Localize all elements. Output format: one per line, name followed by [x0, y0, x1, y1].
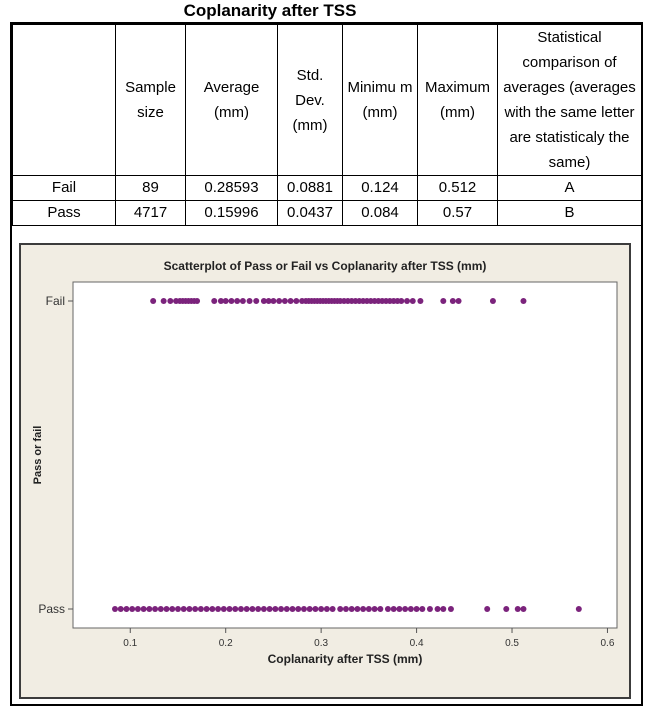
- row-label: Pass: [13, 201, 116, 226]
- data-point-pass: [255, 606, 261, 612]
- data-point-pass: [135, 606, 141, 612]
- sample-size-value: 4717: [116, 201, 186, 226]
- x-tick-label: 0.2: [218, 638, 233, 649]
- data-point-pass: [312, 606, 318, 612]
- data-point-pass: [408, 606, 414, 612]
- data-point-pass: [123, 606, 129, 612]
- data-point-pass: [278, 606, 284, 612]
- data-point-pass: [484, 606, 490, 612]
- group-letter: B: [498, 201, 642, 226]
- data-point-pass: [186, 606, 192, 612]
- data-point-pass: [198, 606, 204, 612]
- data-point-pass: [402, 606, 408, 612]
- data-point-pass: [448, 606, 454, 612]
- data-point-fail: [450, 298, 456, 304]
- page-title: Coplanarity after TSS: [183, 1, 357, 20]
- data-point-pass: [290, 606, 296, 612]
- sample-size-value: 89: [116, 176, 186, 201]
- data-point-pass: [238, 606, 244, 612]
- data-point-pass: [249, 606, 255, 612]
- data-point-pass: [221, 606, 227, 612]
- average-value: 0.15996: [186, 201, 278, 226]
- data-point-pass: [204, 606, 210, 612]
- data-point-pass: [244, 606, 250, 612]
- data-point-pass: [272, 606, 278, 612]
- x-tick-label: 0.4: [409, 638, 424, 649]
- table-header-row: [13, 25, 642, 176]
- data-point-pass: [284, 606, 290, 612]
- scatter-panel: [19, 243, 631, 699]
- data-point-pass: [181, 606, 187, 612]
- data-point-pass: [440, 606, 446, 612]
- data-point-pass: [232, 606, 238, 612]
- minimum-value: 0.124: [343, 176, 418, 201]
- group-letter: A: [498, 176, 642, 201]
- data-point-pass: [391, 606, 397, 612]
- data-point-fail: [276, 298, 282, 304]
- header-cell-blank: [13, 25, 116, 176]
- row-label: Fail: [13, 176, 116, 201]
- data-point-fail: [161, 298, 167, 304]
- data-point-pass: [503, 606, 509, 612]
- data-point-fail: [253, 298, 259, 304]
- data-point-fail: [240, 298, 246, 304]
- data-point-fail: [247, 298, 253, 304]
- header-comparison: Statistical comparison of averages (averages with the same letter are statisticaly the same): [498, 25, 642, 176]
- average-value: 0.28593: [186, 176, 278, 201]
- data-point-fail: [293, 298, 299, 304]
- data-point-fail: [417, 298, 423, 304]
- x-axis-label: Coplanarity after TSS (mm): [267, 652, 423, 666]
- data-point-pass: [354, 606, 360, 612]
- data-point-fail: [288, 298, 294, 304]
- header-std-dev: Std. Dev. (mm): [278, 25, 343, 176]
- data-point-pass: [227, 606, 233, 612]
- data-point-pass: [215, 606, 221, 612]
- table-row-pass: [13, 201, 642, 226]
- minimum-value: 0.084: [343, 201, 418, 226]
- data-point-pass: [366, 606, 372, 612]
- header-average: Average (mm): [186, 25, 278, 176]
- data-point-pass: [330, 606, 336, 612]
- data-point-pass: [349, 606, 355, 612]
- data-point-pass: [324, 606, 330, 612]
- header-sample-size: Sample size: [116, 25, 186, 176]
- data-point-fail: [223, 298, 229, 304]
- x-tick-label: 0.6: [600, 638, 615, 649]
- std-dev-value: 0.0437: [278, 201, 343, 226]
- x-tick-label: 0.3: [314, 638, 329, 649]
- data-point-pass: [318, 606, 324, 612]
- data-point-fail: [211, 298, 217, 304]
- data-point-fail: [490, 298, 496, 304]
- data-point-pass: [267, 606, 273, 612]
- data-point-fail: [228, 298, 234, 304]
- data-point-pass: [164, 606, 170, 612]
- data-point-pass: [192, 606, 198, 612]
- data-point-pass: [295, 606, 301, 612]
- data-point-fail: [398, 298, 404, 304]
- content-frame: [10, 22, 643, 706]
- data-point-pass: [209, 606, 215, 612]
- x-tick-label: 0.5: [505, 638, 519, 649]
- data-point-pass: [301, 606, 307, 612]
- data-point-fail: [404, 298, 410, 304]
- data-point-fail: [270, 298, 276, 304]
- data-point-pass: [152, 606, 158, 612]
- data-point-pass: [520, 606, 526, 612]
- data-point-pass: [435, 606, 441, 612]
- data-point-pass: [576, 606, 582, 612]
- chart-title: Scatterplot of Pass or Fail vs Coplanarity after TSS (mm): [163, 259, 487, 273]
- data-point-fail: [234, 298, 240, 304]
- data-point-fail: [282, 298, 288, 304]
- stats-table: [12, 24, 642, 226]
- data-point-fail: [440, 298, 446, 304]
- data-point-fail: [194, 298, 200, 304]
- data-point-pass: [372, 606, 378, 612]
- data-point-pass: [129, 606, 135, 612]
- maximum-value: 0.512: [418, 176, 498, 201]
- data-point-pass: [337, 606, 343, 612]
- data-point-pass: [360, 606, 366, 612]
- data-point-pass: [427, 606, 433, 612]
- std-dev-value: 0.0881: [278, 176, 343, 201]
- data-point-pass: [419, 606, 425, 612]
- scatter-chart: [21, 245, 629, 697]
- data-point-pass: [515, 606, 521, 612]
- data-point-pass: [112, 606, 118, 612]
- data-point-fail: [167, 298, 173, 304]
- data-point-pass: [141, 606, 147, 612]
- data-point-pass: [377, 606, 383, 612]
- y-tick-label: Pass: [38, 602, 65, 616]
- data-point-pass: [385, 606, 391, 612]
- x-axis: [123, 628, 615, 649]
- data-point-pass: [118, 606, 124, 612]
- plot-area: [73, 282, 617, 628]
- data-point-pass: [261, 606, 267, 612]
- data-point-fail: [520, 298, 526, 304]
- y-axis-label: Pass or fail: [32, 425, 44, 485]
- table-row-fail: [13, 176, 642, 201]
- data-point-fail: [150, 298, 156, 304]
- data-point-fail: [410, 298, 416, 304]
- header-maximum: Maximum (mm): [418, 25, 498, 176]
- data-point-pass: [414, 606, 420, 612]
- data-point-pass: [169, 606, 175, 612]
- data-point-pass: [158, 606, 164, 612]
- data-point-pass: [396, 606, 402, 612]
- header-minimum: Minimu m (mm): [343, 25, 418, 176]
- x-tick-label: 0.1: [123, 638, 138, 649]
- data-point-pass: [307, 606, 313, 612]
- maximum-value: 0.57: [418, 201, 498, 226]
- data-point-pass: [175, 606, 181, 612]
- data-point-fail: [456, 298, 462, 304]
- y-tick-label: Fail: [45, 294, 65, 308]
- data-point-pass: [343, 606, 349, 612]
- data-point-pass: [146, 606, 152, 612]
